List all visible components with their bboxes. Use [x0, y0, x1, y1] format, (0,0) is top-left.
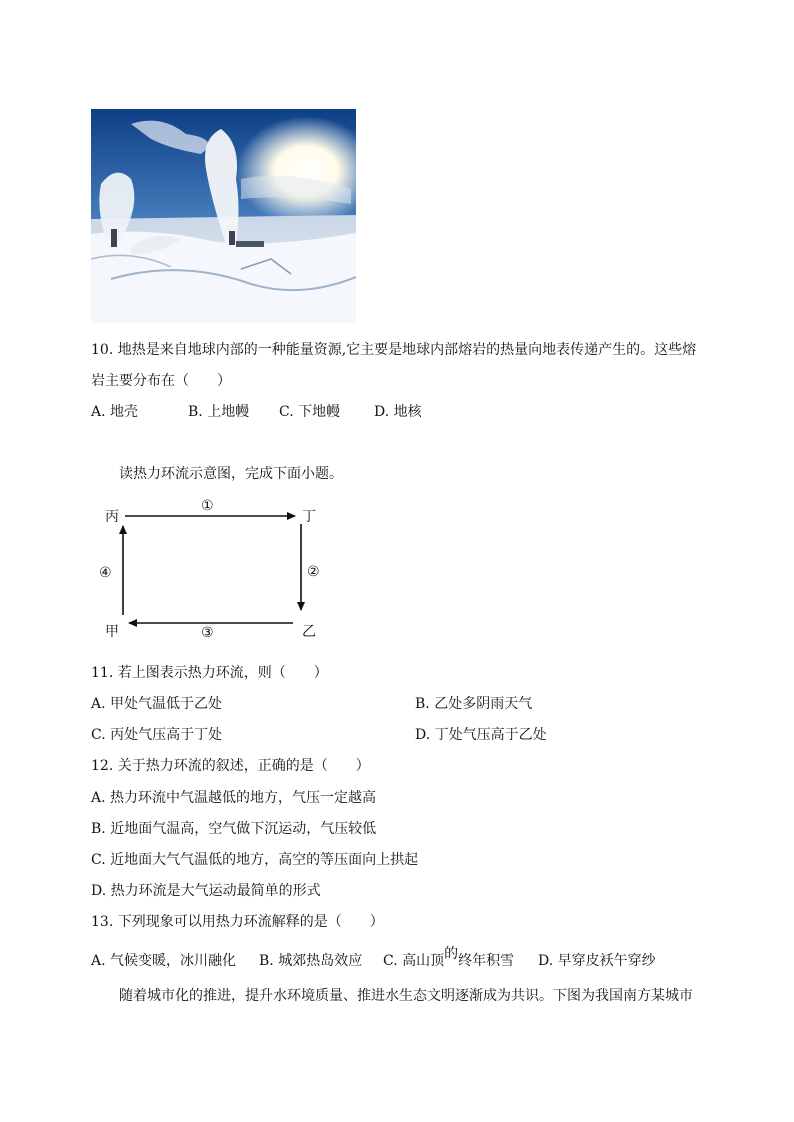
q11-option-a: A. 甲处气温低于乙处 — [91, 696, 223, 712]
q10-option-d: D. 地核 — [374, 404, 422, 420]
q10-stem-line2: 岩主要分布在（ ） — [91, 373, 231, 389]
closing-paragraph: 随着城市化的推进，提升水环境质量、推进水生态文明逐渐成为共识。下图为我国南方某城市 — [119, 988, 693, 1004]
q12-stem: 12. 关于热力环流的叙述，正确的是（ ） — [91, 758, 370, 774]
q13-stem: 13. 下列现象可以用热力环流解释的是（ ） — [91, 914, 384, 930]
corner-bottom-right: 乙 — [302, 624, 316, 640]
q12-option-a: A. 热力环流中气温越低的地方，气压一定越高 — [91, 790, 377, 806]
section-intro: 读热力环流示意图，完成下面小题。 — [119, 466, 343, 482]
q12-option-d: D. 热力环流是大气运动最简单的形式 — [91, 883, 321, 899]
q13-option-b: B. 城郊热岛效应 — [259, 953, 363, 969]
q11-option-c: C. 丙处气压高于丁处 — [91, 727, 223, 743]
q10-option-a: A. 地壳 — [91, 404, 139, 420]
q11-option-b: B. 乙处多阴雨天气 — [415, 696, 533, 712]
q11-option-d: D. 丁处气压高于乙处 — [415, 727, 547, 743]
q10-stem-line1: 10. 地热是来自地球内部的一种能量资源,它主要是地球内部熔岩的热量向地表传递产生的。这些熔 — [91, 342, 697, 358]
q13-option-c-superscript: 的 — [444, 946, 459, 962]
q10-option-c: C. 下地幔 — [279, 404, 341, 420]
corner-top-left: 丙 — [105, 509, 119, 525]
q13-option-c-part1: C. 高山顶 — [383, 953, 445, 969]
geothermal-photo — [91, 109, 356, 323]
corner-bottom-left: 甲 — [105, 624, 119, 640]
label-arrow-right: ② — [307, 564, 320, 580]
q13-option-d: D. 早穿皮袄午穿纱 — [538, 953, 656, 969]
q12-option-b: B. 近地面气温高，空气做下沉运动，气压较低 — [91, 821, 377, 837]
label-arrow-left: ④ — [99, 565, 112, 581]
label-arrow-top: ① — [201, 498, 214, 514]
q13-option-c — [383, 946, 515, 970]
q12-option-c: C. 近地面大气气温低的地方，高空的等压面向上拱起 — [91, 852, 419, 868]
q10-option-b: B. 上地幔 — [188, 404, 250, 420]
q13-option-a: A. 气候变暖，冰川融化 — [91, 953, 237, 969]
thermal-circulation-diagram — [95, 492, 335, 647]
label-arrow-bottom: ③ — [201, 625, 214, 641]
q11-stem: 11. 若上图表示热力环流，则（ ） — [91, 665, 328, 681]
q13-option-c-part2: 终年积雪 — [458, 953, 515, 969]
corner-top-right: 丁 — [302, 509, 316, 525]
